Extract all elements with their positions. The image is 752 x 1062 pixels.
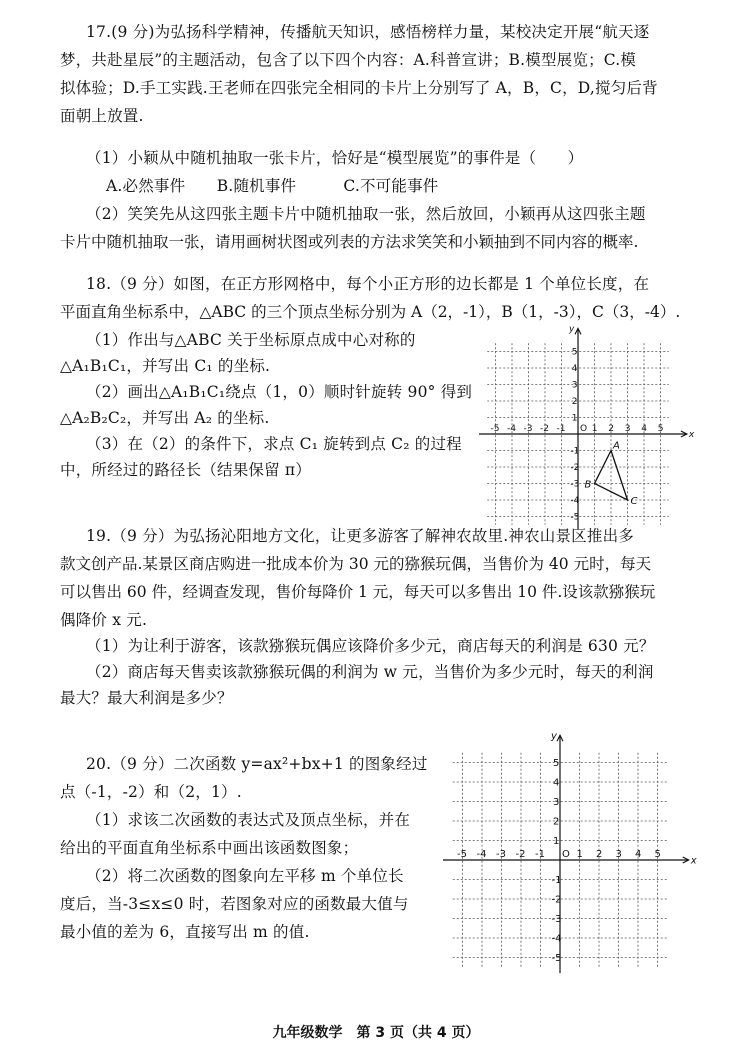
- q18-line-5: （2）画出△A₁B₁C₁绕点（1，0）顺时针旋转 90° 得到: [86, 383, 473, 401]
- y-axis-label: y: [551, 731, 557, 743]
- origin-label: O: [580, 424, 588, 434]
- vertex-b-label: B: [584, 479, 592, 491]
- x-tick-label: -2: [540, 424, 550, 434]
- q19-line-3: 可以售出 60 件，经调查发现，售价每降价 1 元，每天可以多售出 10 件.设该款猕猴玩: [60, 583, 656, 601]
- x-tick-label: 1: [591, 424, 598, 434]
- y-tick-label: 4: [553, 777, 560, 789]
- x-tick-label: -4: [507, 424, 517, 434]
- q20-line-5: （2）将二次函数的图象向左平移 m 个单位长: [86, 867, 404, 885]
- q17-line-3: 拟体验；D.手工实践.王老师在四张完全相同的卡片上分别写了 A，B，C，D,搅匀后背: [60, 79, 658, 97]
- q19-line-1: 19.（9 分）为弘扬沁阳地方文化，让更多游客了解神农故里.神农山景区推出多: [86, 527, 634, 545]
- x-axis-label: x: [688, 430, 695, 441]
- q17-line-5: （1）小颖从中随机抽取一张卡片，恰好是“模型展览”的事件是（ ）: [86, 149, 584, 167]
- y-tick-label: -1: [570, 446, 580, 457]
- q17-line-4: 面朝上放置.: [60, 107, 144, 125]
- x-tick-label: 2: [608, 424, 615, 434]
- q18-line-1: 18.（9 分）如图，在正方形网格中，每个小正方形的边长都是 1 个单位长度，在: [86, 275, 650, 293]
- q17-line-8: 卡片中随机抽取一张，请用画树状图或列表的方法求笑笑和小颖抽到不同内容的概率.: [60, 233, 639, 251]
- q17-line-7: （2）笑笑先从这四张主题卡片中随机抽取一张，然后放回，小颖再从这四张主题: [86, 205, 646, 223]
- q18-coordinate-grid: [486, 318, 695, 523]
- y-tick-label: -5: [551, 953, 562, 964]
- q18-line-3: （1）作出与△ABC 关于坐标原点成中心对称的: [86, 331, 416, 349]
- q18-line-7: （3）在（2）的条件下，求点 C₁ 旋转到点 C₂ 的过程: [86, 435, 462, 453]
- y-axis-label: y: [569, 324, 575, 335]
- vertex-c-label: C: [630, 496, 638, 507]
- q19-line-7: 最大？最大利润是多少？: [60, 689, 233, 707]
- q20-line-7: 最小值的差为 6，直接写出 m 的值.: [60, 923, 310, 941]
- y-tick-label: 4: [571, 364, 578, 375]
- y-tick-label: 2: [553, 816, 560, 828]
- y-tick-label: -4: [551, 933, 562, 945]
- y-tick-label: 1: [553, 836, 560, 847]
- x-axis-label: x: [690, 855, 697, 867]
- x-tick-label: -3: [523, 424, 533, 434]
- q20-line-3: （1）求该二次函数的表达式及顶点坐标，并在: [86, 811, 411, 829]
- y-tick-label: 5: [553, 758, 560, 769]
- x-tick-label: -1: [535, 849, 545, 860]
- x-tick-label: -3: [496, 849, 506, 860]
- y-tick-label: -4: [570, 496, 580, 507]
- y-tick-label: 3: [571, 380, 578, 391]
- q19-line-2: 款文创产品.某景区商店购进一批成本价为 30 元的猕猴玩偶，当售价为 40 元时，每天: [60, 555, 652, 573]
- y-tick-label: -2: [570, 463, 580, 474]
- q19-line-5: （1）为让利于游客，该款猕猴玩偶应该降价多少元，商店每天的利润是 630 元？: [86, 637, 655, 655]
- x-tick-label: -5: [457, 849, 467, 860]
- y-tick-label: 1: [571, 413, 578, 424]
- y-tick-label: -3: [551, 914, 562, 925]
- x-tick-label: -5: [490, 424, 500, 434]
- x-tick-label: 5: [654, 849, 661, 860]
- q20-line-2: 点（-1，-2）和（2，1）.: [60, 783, 242, 801]
- x-tick-label: -1: [556, 424, 566, 434]
- x-tick-label: 4: [641, 424, 648, 434]
- q19-line-4: 偶降价 x 元.: [60, 611, 148, 629]
- q17-options: A.必然事件 B.随机事件 C.不可能事件: [106, 177, 439, 195]
- x-tick-label: 3: [624, 424, 631, 434]
- y-tick-label: -1: [551, 875, 562, 886]
- y-tick-label: -2: [551, 894, 562, 906]
- q17-line-1: 17.(9 分)为弘扬科学精神，传播航天知识，感悟榜样力量，某校决定开展“航天逐: [86, 23, 650, 41]
- q18-line-8: 中，所经过的路径长（结果保留 π）: [60, 461, 312, 479]
- page-footer: 九年级数学 第 3 页（共 4 页）: [272, 1025, 480, 1041]
- q20-line-4: 给出的平面直角坐标系中画出该函数图象；: [60, 839, 359, 857]
- y-tick-label: 3: [553, 797, 560, 808]
- q18-line-4: △A₁B₁C₁，并写出 C₁ 的坐标.: [60, 357, 271, 375]
- q18-line-6: △A₂B₂C₂，并写出 A₂ 的坐标.: [60, 409, 270, 427]
- q17-line-2: 梦，共赴星辰”的主题活动，包含了以下四个内容：A.科普宣讲；B.模型展览；C.模: [60, 51, 637, 69]
- x-tick-label: -4: [476, 849, 487, 860]
- y-tick-label: -5: [570, 512, 580, 523]
- x-tick-label: 5: [657, 424, 664, 434]
- x-tick-label: -2: [515, 849, 526, 860]
- q20-coordinate-grid: [450, 732, 700, 968]
- q20-line-1: 20.（9 分）二次函数 y=ax²+bx+1 的图象经过: [86, 755, 428, 773]
- q18-line-2: 平面直角坐标系中，△ABC 的三个顶点坐标分别为 A（2，-1），B（1，-3），C（3，-4）.: [60, 303, 681, 321]
- q19-line-6: （2）商店每天售卖该款猕猴玩偶的利润为 w 元，当售价为多少元时，每天的利润: [86, 663, 654, 681]
- q20-line-6: 度后，当-3≤x≤0 时，若图象对应的函数最大值与: [60, 895, 409, 913]
- vertex-a-label: A: [613, 440, 620, 452]
- y-tick-label: 5: [571, 347, 578, 358]
- y-tick-label: 2: [571, 397, 578, 408]
- y-tick-label: -3: [570, 479, 580, 490]
- x-tick-label: 3: [615, 849, 622, 860]
- origin-label: O: [562, 849, 570, 860]
- x-tick-label: 1: [576, 849, 583, 860]
- x-tick-label: 4: [635, 849, 642, 860]
- x-tick-label: 2: [596, 849, 603, 860]
